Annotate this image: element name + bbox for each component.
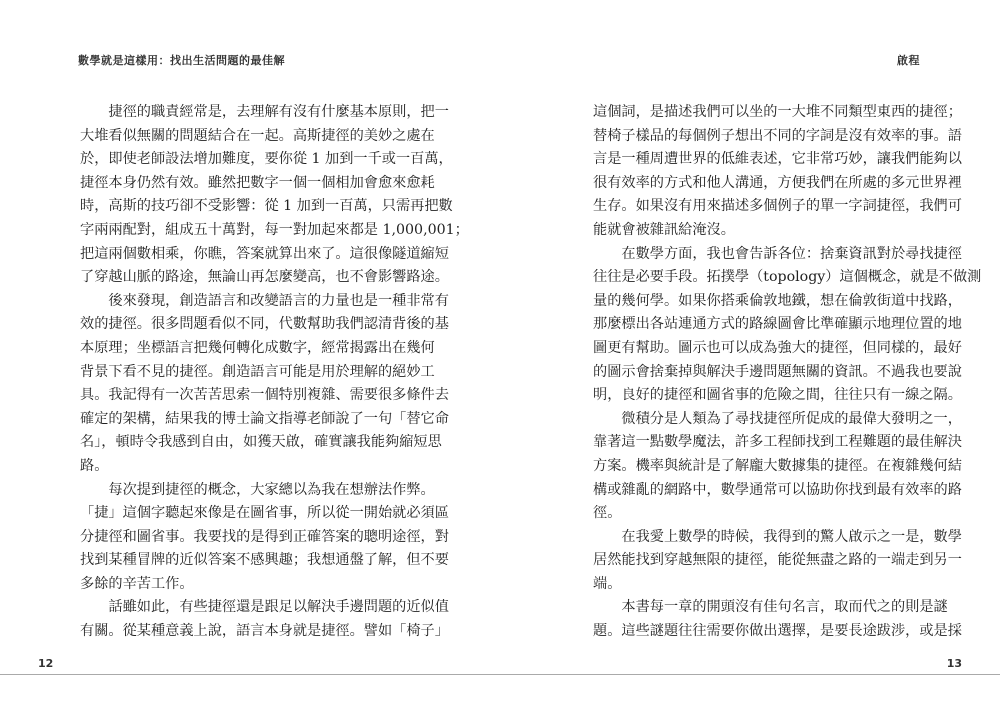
- text-line: 後來發現，創造語言和改變語言的力量也是一種非常有: [80, 292, 449, 309]
- text-line: 端。: [593, 575, 622, 592]
- text-line: 圖更有幫助。圖示也可以成為強大的捷徑，但同樣的，最好: [593, 339, 962, 356]
- text-line: 在數學方面，我也會告訴各位：捨棄資訊對於尋找捷徑: [593, 245, 962, 262]
- text-line: 捷徑的職責經常是，去理解有沒有什麼基本原則，把一: [80, 104, 449, 120]
- text-line: 方案。機率與統計是了解龐大數據集的捷徑。在複雜幾何結: [593, 457, 962, 474]
- text-line: 了穿越山脈的路途，無論山再怎麼變高，也不會影響路途。: [80, 269, 449, 286]
- text-line: 題。這些謎題往往需要你做出選擇，是要長途跋涉，或是採: [593, 623, 962, 640]
- text-line: 字兩兩配對，組成五十萬對，每一對加起來都是 1,000,001；: [80, 221, 469, 238]
- text-line: 本書每一章的開頭沒有佳句名言，取而代之的則是謎: [593, 599, 948, 616]
- footer-rule: [0, 674, 500, 675]
- text-line: 捷徑本身仍然有效。雖然把數字一個一個相加會愈來愈耗: [80, 174, 435, 191]
- text-line: 能就會被雜訊給淹沒。: [593, 221, 735, 238]
- page-number: 13: [946, 657, 962, 670]
- text-line: 靠著這一點數學魔法，許多工程師找到工程難題的最佳解決: [593, 434, 962, 451]
- footer-rule: [500, 674, 1000, 675]
- right-page: [500, 0, 1000, 707]
- text-line: 居然能找到穿越無限的捷徑，能從無盡之路的一端走到另一: [593, 552, 962, 569]
- text-line: 量的幾何學。如果你搭乘倫敦地鐵，想在倫敦街道中找路，: [593, 292, 962, 309]
- left-body-text: [80, 101, 469, 644]
- running-head-book-title: 數學就是這樣用：找出生活問題的最佳解: [78, 54, 285, 67]
- text-line: 那麼標出各站連通方式的路線圖會比準確顯示地理位置的地: [593, 316, 962, 333]
- text-line: 找到某種冒牌的近似答案不感興趣；我想通盤了解，但不要: [80, 552, 449, 569]
- text-line: 的圖示會捨棄掉與解決手邊問題無關的資訊。不過我也要說: [593, 363, 962, 380]
- text-line: 把這兩個數相乘，你瞧，答案就算出來了。這很像隧道縮短: [80, 245, 449, 262]
- text-line: 「捷」這個字聽起來像是在圖省事，所以從一開始就必須區: [80, 505, 449, 522]
- text-line: 往往是必要手段。拓撲學（topology）這個概念，就是不做測: [593, 269, 982, 286]
- text-line: 多餘的辛苦工作。: [80, 575, 194, 592]
- text-line: 話雖如此，有些捷徑還是跟足以解決手邊問題的近似值: [80, 599, 449, 616]
- text-line: 這個詞，是描述我們可以坐的一大堆不同類型東西的捷徑；: [593, 104, 962, 120]
- text-line: 有關。從某種意義上說，語言本身就是捷徑。譬如「椅子」: [80, 623, 449, 640]
- text-line: 在我愛上數學的時候，我得到的驚人啟示之一是，數學: [593, 528, 962, 545]
- text-line: 分捷徑和圖省事。我要找的是得到正確答案的聰明途徑，對: [80, 528, 449, 545]
- text-line: 背景下看不見的捷徑。創造語言可能是用於理解的絕妙工: [80, 363, 435, 380]
- text-line: 確定的架構，結果我的博士論文指導老師說了一句「替它命: [80, 410, 449, 427]
- text-line: 每次提到捷徑的概念，大家總以為我在想辦法作弊。: [80, 481, 435, 498]
- text-line: 本原理；坐標語言把幾何轉化成數字，經常揭露出在幾何: [80, 339, 435, 356]
- text-line: 很有效率的方式和他人溝通，方便我們在所處的多元世界裡: [593, 174, 962, 191]
- text-line: 言是一種周遭世界的低維表述，它非常巧妙，讓我們能夠以: [593, 151, 962, 168]
- text-line: 具。我記得有一次苦苦思索一個特別複雜、需要很多條件去: [80, 387, 449, 404]
- page-number: 12: [38, 657, 54, 670]
- text-line: 徑。: [593, 505, 622, 522]
- text-line: 時，高斯的技巧卻不受影響：從 1 加到一百萬，只需再把數: [80, 198, 453, 215]
- text-line: 明，良好的捷徑和圖省事的危險之間，往往只有一線之隔。: [593, 387, 962, 404]
- text-line: 名」，頓時令我感到自由，如獲天啟，確實讓我能夠縮短思: [80, 434, 442, 451]
- text-line: 效的捷徑。很多問題看似不同，代數幫助我們認清背後的基: [80, 316, 449, 333]
- text-line: 替椅子樣品的每個例子想出不同的字詞是沒有效率的事。語: [593, 127, 962, 144]
- running-head-chapter-title: 啟程: [897, 54, 920, 67]
- right-body-text: [593, 101, 982, 644]
- text-line: 生存。如果沒有用來描述多個例子的單一字詞捷徑，我們可: [593, 198, 962, 215]
- text-line: 大堆看似無關的問題結合在一起。高斯捷徑的美妙之處在: [80, 127, 435, 144]
- text-line: 於，即使老師設法增加難度，要你從 1 加到一千或一百萬，: [80, 151, 453, 168]
- text-line: 路。: [80, 457, 109, 474]
- text-line: 構或雜亂的網路中，數學通常可以協助你找到最有效率的路: [593, 481, 962, 498]
- text-line: 微積分是人類為了尋找捷徑所促成的最偉大發明之一，: [593, 410, 962, 427]
